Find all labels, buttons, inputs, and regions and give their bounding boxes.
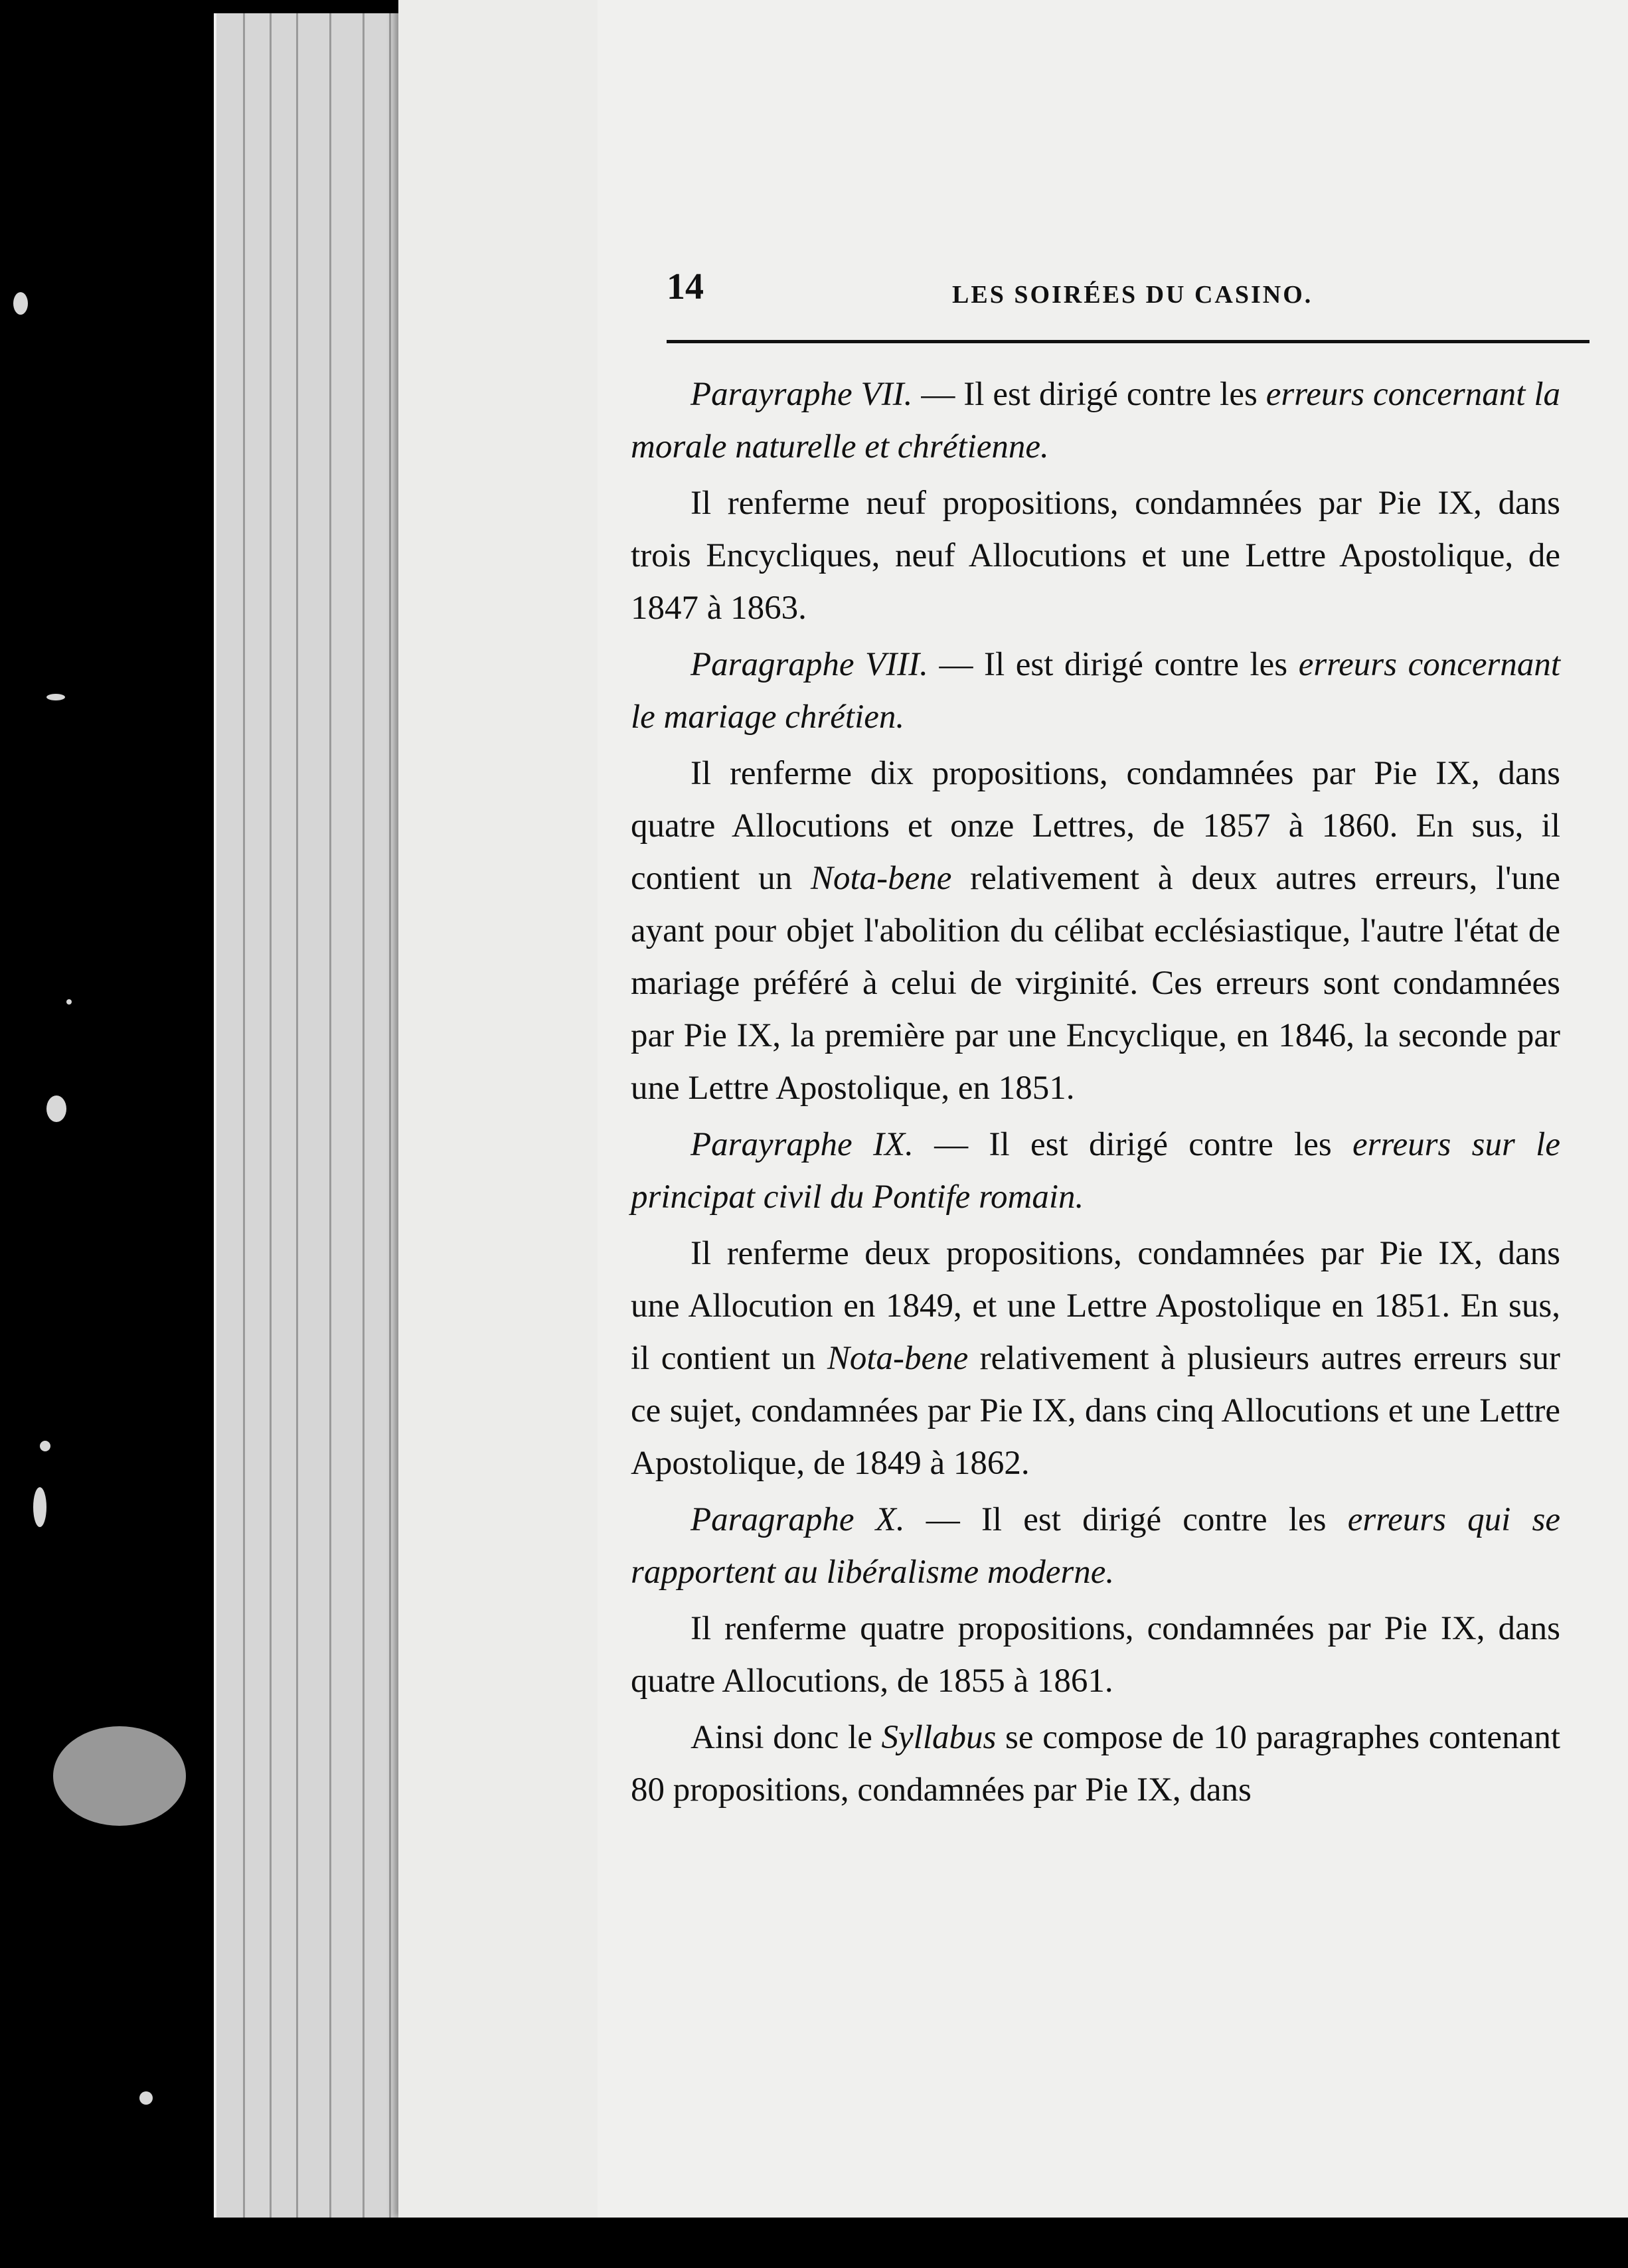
page-edge xyxy=(363,13,365,2224)
scan-speck xyxy=(33,1487,46,1527)
page-header xyxy=(667,266,1596,312)
paragraph-text: Ainsi donc le xyxy=(691,1719,882,1756)
paragraph-heading: Paragraphe X. xyxy=(691,1501,905,1538)
paragraph-text: relativement à deux autres erreurs, l'une ayant pour objet l'abolition du célibat ecclésiastique, l'autre l'état de mariage préféré à celui de virginité. Ces erreurs sont condamnées par Pie IX, la première par une Encyclique, en 1846, la seconde par une Lettre Apostolique, en 1851. xyxy=(631,860,1560,1107)
paragraph-text: Il renferme quatre propositions, condamnées par Pie IX, dans quatre Allocutions, de 1855 à 1861. xyxy=(631,1610,1560,1700)
paragraph-heading: Paragraphe VIII. xyxy=(691,646,928,683)
paragraph-topic: erreurs concernant le mariage chrétien. xyxy=(631,646,1560,736)
running-title: LES SOIRÉES DU CASINO. xyxy=(952,281,1313,309)
page-edge xyxy=(243,13,245,2224)
page-edge xyxy=(389,13,391,2224)
paragraph-text: — Il est dirigé contre les xyxy=(904,1501,1348,1538)
paragraph-topic: erreurs qui se rapportent au libéralisme moderne. xyxy=(631,1501,1561,1591)
paragraph-topic: erreurs sur le principat civil du Pontife romain. xyxy=(631,1126,1560,1216)
scan-speck xyxy=(46,1095,66,1122)
paragraph-text: — Il est dirigé contre les xyxy=(913,1126,1353,1163)
scan-speck xyxy=(139,2091,153,2105)
italic-term: Nota-bene xyxy=(827,1340,969,1377)
scan-speck xyxy=(40,1441,50,1451)
paragraph-topic: erreurs concernant la morale naturelle et chrétienne. xyxy=(631,376,1560,465)
page-edge xyxy=(329,13,331,2224)
page-edge xyxy=(270,13,272,2224)
scan-speck xyxy=(13,292,28,315)
italic-term: Syllabus xyxy=(881,1719,997,1756)
scan-speck xyxy=(46,694,65,700)
paragraph xyxy=(631,1712,1560,1817)
paragraph xyxy=(631,1494,1560,1599)
body-text xyxy=(631,368,1560,1821)
paragraph-text: Il renferme dix propositions, condamnées par Pie IX, dans quatre Allocutions et onze Lettres, de 1857 à 1860. En sus, il contient un xyxy=(631,755,1560,897)
paragraph-text: Il renferme deux propositions, condamnées par Pie IX, dans une Allocution en 1849, et une Lettre Apostolique en 1851. En sus, il contient un xyxy=(631,1235,1560,1377)
paragraph xyxy=(631,1603,1560,1708)
paragraph xyxy=(631,1228,1560,1490)
italic-term: Nota-bene xyxy=(810,860,952,897)
paragraph-text: Il renferme neuf propositions, condamnées par Pie IX, dans trois Encycliques, neuf Allocutions et une Lettre Apostolique, de 1847 à 1863. xyxy=(631,485,1560,627)
paragraph-text: — Il est dirigé contre les xyxy=(928,646,1299,683)
paragraph xyxy=(631,1119,1560,1224)
paragraph xyxy=(631,639,1560,744)
paragraph xyxy=(631,368,1560,473)
paragraph xyxy=(631,477,1560,635)
page-edge xyxy=(296,13,298,2224)
paragraph-heading: Parayraphe IX. xyxy=(691,1126,914,1163)
paragraph xyxy=(631,748,1560,1115)
paragraph-text: — Il est dirigé contre les xyxy=(912,376,1266,413)
scan-speck xyxy=(66,999,72,1005)
scan-speck xyxy=(53,1726,186,1826)
scan-bottom-margin xyxy=(214,2218,1628,2268)
paragraph-text: se compose de 10 paragraphes contenant 80 propositions, condamnées par Pie IX, dans xyxy=(631,1719,1560,1809)
paragraph-heading: Parayraphe VII. xyxy=(691,376,913,413)
paragraph-text: relativement à plusieurs autres erreurs sur ce sujet, condamnées par Pie IX, dans cinq Allocutions et une Lettre Apostolique, de 1849 à 1862. xyxy=(631,1340,1560,1482)
page-number: 14 xyxy=(667,266,704,307)
header-rule xyxy=(667,340,1589,343)
